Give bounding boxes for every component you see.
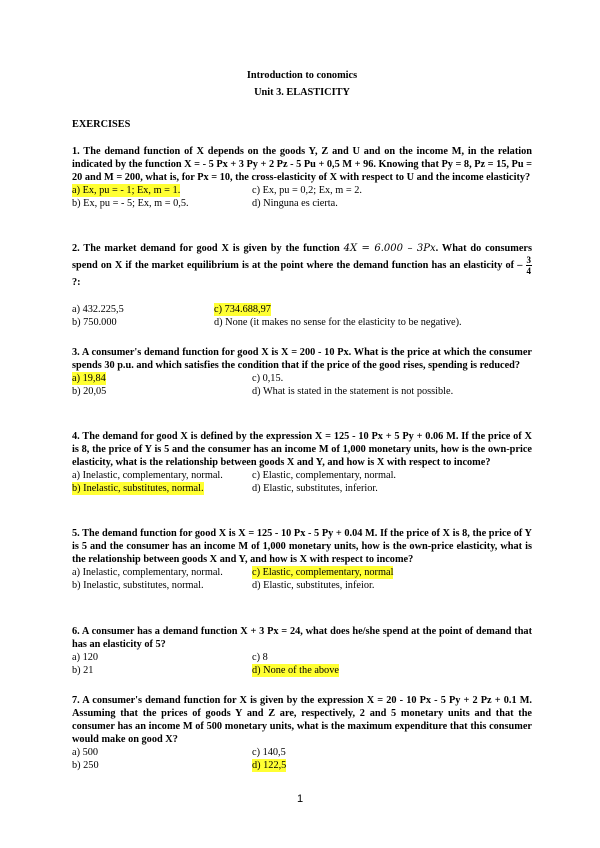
question-2-formula: 4X = 6.000 – 3Px — [343, 243, 436, 254]
question-7-text: 7. A consumer's demand function for X is given by the expression X = 20 - 10 Px - 5 Py + 2 Pz + 0.1 M. Assuming that the prices of goods Y and Z are, respectively, 2 and 5 monetary units and that the consumer has an income M of 500 monetary units, what is the maximum expenditure that this consumer would make on good X? — [72, 695, 532, 745]
question-4-text: 4. The demand for good X is defined by the expression X = 125 - 10 Px + 5 Py + 0.06 M. If the price of X is 8, the price of Y is 5 and the consumer has an income M of 1,000 monetary units, how is the own-price elasticity, what is the relationship between goods X and Y, and how is X with respect to income? — [72, 431, 532, 468]
question-4-option-c: c) Elastic, complementary, normal. — [252, 470, 397, 481]
question-2-options-row-1 — [72, 303, 532, 316]
page-number: 1 — [296, 793, 304, 805]
question-6-option-a: a) 120 — [72, 652, 99, 663]
question-2-elasticity-sign: – — [517, 259, 523, 271]
question-5-option-d: d) Elastic, substitutes, infeior. — [252, 580, 375, 591]
question-6-text: 6. A consumer has a demand function X + 3 Px = 24, what does he/she spend at the point of demand that has an elasticity of 5? — [72, 626, 532, 650]
question-1-option-d: d) Ninguna es cierta. — [252, 198, 338, 209]
question-4-option-d: d) Elastic, substitutes, inferior. — [252, 483, 378, 494]
question-3 — [72, 346, 532, 398]
question-7-option-b: b) 250 — [72, 760, 99, 771]
question-2-elasticity-fraction — [526, 255, 533, 276]
question-4-option-a: a) Inelastic, complementary, normal. — [72, 470, 223, 481]
section-heading: EXERCISES — [72, 119, 131, 130]
question-1-option-a: a) Ex, pu = - 1; Ex, m = 1. — [72, 185, 181, 196]
question-3-text: 3. A consumer's demand function for good X is X = 200 - 10 Px. What is the price at which the consumer spends 30 p.u. and which satisfies the condition that if the price of the good rises, spending is reduced? — [72, 347, 532, 371]
question-6 — [72, 625, 532, 677]
question-2-text-part-1: 2. The market demand for good X is given by the function — [72, 243, 340, 254]
question-1-text: 1. The demand function of X depends on the goods Y, Z and U and on the income M, in the relation indicated by the function X = - 5 Px + 3 Py + 2 Pz - 5 Pu + 0,5 M + 96. Knowing that Py = 8, Pz = 15, Pu = 20 and M = 200, what is, for Px = 10, the cross-elasticity of X with respect to U and the income elasticity? — [72, 146, 532, 183]
question-4 — [72, 430, 532, 495]
question-6-option-d: d) None of the above — [252, 665, 339, 676]
question-7-options-row-2 — [72, 759, 532, 772]
question-7-option-a: a) 500 — [72, 747, 99, 758]
question-2 — [72, 242, 532, 329]
question-7-option-c: c) 140,5 — [252, 747, 286, 758]
question-3-option-b: b) 20,05 — [72, 386, 107, 397]
question-5-options-row-2 — [72, 579, 532, 592]
question-2-text-part-2: . What do consumers spend on X if the market equilibrium is at the point where the demand function has an elasticity of — [72, 243, 532, 271]
question-3-option-d: d) What is stated in the statement is not possible. — [252, 386, 454, 397]
question-5 — [72, 527, 532, 592]
question-5-option-c: c) Elastic, complementary, normal — [252, 567, 394, 578]
question-7 — [72, 694, 532, 772]
question-7-options-row-1 — [72, 746, 532, 759]
question-1-option-b: b) Ex, pu = - 5; Ex, m = 0,5. — [72, 198, 189, 209]
unit-title: Unit 3. ELASTICITY — [254, 87, 350, 98]
question-5-option-b: b) Inelastic, substitutes, normal. — [72, 580, 204, 591]
question-2-text — [72, 242, 532, 289]
question-2-option-c: c) 734.688,97 — [214, 304, 271, 315]
question-3-option-c: c) 0,15. — [252, 373, 284, 384]
question-4-option-b: b) Inelastic, substitutes, normal. — [72, 483, 204, 494]
question-1-option-c: c) Ex, pu = 0,2; Ex, m = 2. — [252, 185, 362, 196]
document-title: Introduction to conomics — [246, 70, 358, 81]
question-2-option-b: b) 750.000 — [72, 317, 117, 328]
question-2-option-a: a) 432.225,5 — [72, 304, 124, 315]
question-3-option-a: a) 19,84 — [72, 373, 106, 384]
question-6-options-row-1 — [72, 651, 532, 664]
question-1 — [72, 145, 532, 210]
question-4-options-row-1 — [72, 469, 532, 482]
question-6-options-row-2 — [72, 664, 532, 677]
question-6-option-b: b) 21 — [72, 665, 94, 676]
question-5-option-a: a) Inelastic, complementary, normal. — [72, 567, 223, 578]
question-2-option-d: d) None (it makes no sense for the elasticity to be negative). — [214, 317, 462, 328]
question-3-options-row-1 — [72, 372, 532, 385]
question-5-text: 5. The demand function for good X is X = 125 - 10 Px - 5 Py + 0.04 M. If the price of X is 8, the price of Y is 5 and the consumer has an income M of 1,000 monetary units, how is the own-price elasticity, what is the relationship between goods X and Y, and how is X with respect to income? — [72, 528, 532, 565]
question-4-options-row-2 — [72, 482, 532, 495]
question-1-options-row-1 — [72, 184, 532, 197]
fraction-denominator: 4 — [526, 266, 531, 276]
question-1-options-row-2 — [72, 197, 532, 210]
question-5-options-row-1 — [72, 566, 532, 579]
question-3-options-row-2 — [72, 385, 532, 398]
fraction-numerator: 3 — [526, 255, 531, 265]
question-2-options-row-2 — [72, 316, 532, 329]
question-6-option-c: c) 8 — [252, 652, 268, 663]
question-2-text-part-3: ?: — [72, 277, 81, 288]
question-7-option-d: d) 122,5 — [252, 760, 287, 771]
